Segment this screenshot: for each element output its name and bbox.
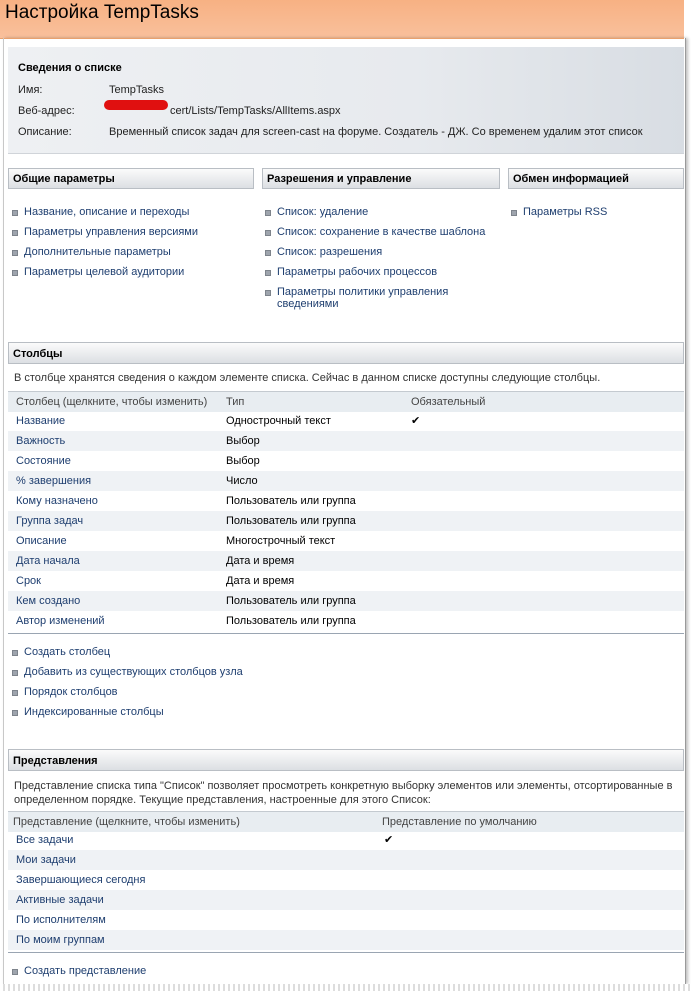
link-create-view[interactable]: Создать представление	[12, 965, 146, 977]
column-link[interactable]: % завершения	[16, 475, 92, 487]
view-link[interactable]: Завершающиеся сегодня	[16, 874, 146, 886]
column-type: Пользователь или группа	[226, 495, 356, 507]
column-type: Выбор	[226, 455, 260, 467]
link-save-as-template[interactable]: Список: сохранение в качестве шаблона	[265, 226, 485, 238]
column-link[interactable]: Состояние	[16, 455, 71, 467]
link-add-site-column[interactable]: Добавить из существующих столбцов узла	[12, 666, 243, 678]
table-row	[8, 551, 684, 571]
column-type: Пользователь или группа	[226, 515, 356, 527]
link-workflow-settings[interactable]: Параметры рабочих процессов	[265, 266, 437, 278]
column-link[interactable]: Автор изменений	[16, 615, 105, 627]
column-link[interactable]: Описание	[16, 535, 67, 547]
name-value: TempTasks	[109, 84, 165, 96]
link-audience-targeting[interactable]: Параметры целевой аудитории	[12, 266, 184, 278]
table-row	[8, 910, 684, 930]
columns-table-header	[8, 391, 684, 412]
table-row	[8, 491, 684, 511]
column-type: Многострочный текст	[226, 535, 336, 547]
views-description-line1: Представление списка типа "Список" позволяет просмотреть конкретную выборку элементов или элементы, отсортированные в	[14, 780, 673, 792]
columns-header: Столбцы	[8, 342, 684, 364]
page-title: Настройка TempTasks	[5, 2, 199, 23]
link-delete-list[interactable]: Список: удаление	[265, 206, 368, 218]
check-icon: ✔	[384, 834, 394, 846]
table-row	[8, 611, 684, 631]
link-rss-settings[interactable]: Параметры RSS	[511, 206, 607, 218]
views-description-line2: определенном порядке. Текущие представления, настроенные для этого Список:	[14, 794, 431, 806]
table-row	[8, 411, 684, 431]
column-type: Дата и время	[226, 575, 295, 587]
default-view-heading: Представление по умолчанию	[382, 816, 537, 828]
table-row	[8, 870, 684, 890]
table-row	[8, 830, 684, 850]
link-policy-settings-line2: сведениями	[277, 298, 339, 310]
view-link[interactable]: Активные задачи	[16, 894, 104, 906]
redaction-mark	[104, 100, 168, 110]
table-row	[8, 591, 684, 611]
column-link[interactable]: Кому назначено	[16, 495, 98, 507]
column-type-heading: Тип	[226, 396, 245, 408]
view-name-heading: Представление (щелкните, чтобы изменить)	[13, 816, 240, 828]
table-row	[8, 451, 684, 471]
column-link[interactable]: Важность	[16, 435, 66, 447]
view-link[interactable]: Мои задачи	[16, 854, 76, 866]
column-type: Однострочный текст	[226, 415, 331, 427]
link-policy-settings-line1: Параметры политики управления	[277, 286, 449, 298]
description-value: Временный список задач для screen-cast на форуме. Создатель - ДЖ. Со временем удалим этот список	[109, 126, 643, 138]
column-required-heading: Обязательный	[411, 396, 486, 408]
name-label: Имя:	[18, 84, 43, 96]
permissions-header: Разрешения и управление	[262, 168, 500, 189]
column-type: Число	[226, 475, 258, 487]
table-row	[8, 571, 684, 591]
link-list-permissions[interactable]: Список: разрешения	[265, 246, 382, 258]
link-column-ordering[interactable]: Порядок столбцов	[12, 686, 118, 698]
torn-edge	[0, 984, 691, 991]
column-link[interactable]: Название	[16, 415, 66, 427]
description-label: Описание:	[18, 126, 72, 138]
link-versioning-settings[interactable]: Параметры управления версиями	[12, 226, 198, 238]
list-info-header: Сведения о списке	[18, 62, 122, 74]
column-type: Пользователь или группа	[226, 595, 356, 607]
table-row	[8, 431, 684, 451]
link-title-description[interactable]: Название, описание и переходы	[12, 206, 189, 218]
column-link[interactable]: Срок	[16, 575, 41, 587]
views-table-header	[8, 811, 684, 832]
columns-table-divider	[8, 633, 684, 634]
column-type: Пользователь или группа	[226, 615, 356, 627]
table-row	[8, 471, 684, 491]
communication-header: Обмен информацией	[508, 168, 684, 189]
view-link[interactable]: По моим группам	[16, 934, 105, 946]
link-policy-settings[interactable]	[265, 286, 448, 310]
check-icon: ✔	[411, 415, 421, 427]
column-type: Дата и время	[226, 555, 295, 567]
table-row	[8, 890, 684, 910]
column-link[interactable]: Группа задач	[16, 515, 84, 527]
title-bar	[0, 0, 684, 39]
view-link[interactable]: Все задачи	[16, 834, 74, 846]
table-row	[8, 531, 684, 551]
url-label: Веб-адрес:	[18, 105, 75, 117]
url-value[interactable]: cert/Lists/TempTasks/AllItems.aspx	[170, 105, 341, 117]
views-table-divider	[8, 952, 684, 953]
column-link[interactable]: Кем создано	[16, 595, 81, 607]
column-name-heading: Столбец (щелкните, чтобы изменить)	[16, 396, 208, 408]
column-type: Выбор	[226, 435, 260, 447]
table-row	[8, 930, 684, 950]
view-link[interactable]: По исполнителям	[16, 914, 106, 926]
table-row	[8, 850, 684, 870]
table-row	[8, 511, 684, 531]
column-link[interactable]: Дата начала	[16, 555, 80, 567]
link-indexed-columns[interactable]: Индексированные столбцы	[12, 706, 164, 718]
general-settings-header: Общие параметры	[8, 168, 254, 189]
link-create-column[interactable]: Создать столбец	[12, 646, 110, 658]
link-advanced-settings[interactable]: Дополнительные параметры	[12, 246, 171, 258]
views-header: Представления	[8, 749, 684, 771]
columns-description: В столбце хранятся сведения о каждом элементе списка. Сейчас в данном списке доступны следующие столбцы.	[14, 372, 601, 384]
